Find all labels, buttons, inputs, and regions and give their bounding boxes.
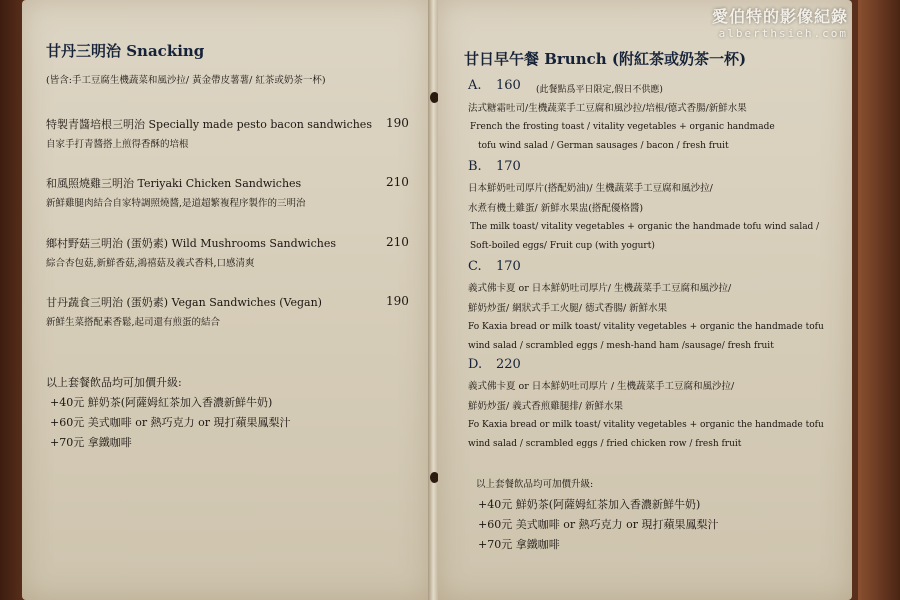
brunch-set-desc-en: wind salad / scrambled eggs / mesh-hand ham /sausage/ fresh fruit xyxy=(468,341,774,351)
brunch-set-price: 170 xyxy=(496,259,521,274)
brunch-set-desc-cn: 日本鮮奶吐司厚片(搭配奶油)/ 生機蔬菜手工豆腐和風沙拉/ xyxy=(468,183,713,194)
brunch-set-letter: C. xyxy=(468,259,482,274)
brunch-set-desc-en: French the frosting toast / vitality vegetables + organic handmade xyxy=(470,122,775,132)
brunch-set-desc-en: tofu wind salad / German sausages / bacon / fresh fruit xyxy=(478,141,729,151)
upgrade-line: +70元 拿鐵咖啡 xyxy=(50,436,132,449)
brunch-set-price: 220 xyxy=(496,357,521,372)
upgrade-line: +40元 鮮奶茶(阿薩姆紅茶加入香濃新鮮牛奶) xyxy=(478,498,701,511)
snacking-item-desc: 自家手打青醬搭上煎得香酥的培根 xyxy=(46,139,189,150)
upgrade-header: 以上套餐飲品均可加價升級: xyxy=(46,376,182,389)
brunch-set-desc-en: Fo Kaxia bread or milk toast/ vitality vegetables + organic the handmade tofu xyxy=(468,322,824,332)
snacking-item-name: 甘丹蔬食三明治 (蛋奶素) Vegan Sandwiches (Vegan) xyxy=(46,296,322,309)
upgrade-header: 以上套餐飲品均可加價升級: xyxy=(476,479,594,490)
brunch-set-note: (此餐點爲平日限定,假日不供應) xyxy=(536,85,663,95)
snacking-item-desc: 綜合杏包菇,新鮮香菇,鴻禧菇及義式香料,口感清爽 xyxy=(46,258,255,269)
snacking-item-price: 210 xyxy=(386,235,409,249)
watermark-url: alberthsieh.com xyxy=(718,27,848,40)
brunch-set-desc-en: Fo Kaxia bread or milk toast/ vitality vegetables + organic the handmade tofu xyxy=(468,420,824,430)
upgrade-line: +70元 拿鐵咖啡 xyxy=(478,538,560,551)
brunch-set-letter: A. xyxy=(468,78,482,93)
snacking-includes-note: (皆含:手工豆腐生機蔬菜和風沙拉/ 黃金帶皮薯薯/ 紅茶或奶茶一杯) xyxy=(46,75,326,86)
snacking-item-name: 鄉村野菇三明治 (蛋奶素) Wild Mushrooms Sandwiches xyxy=(46,237,336,250)
snacking-title: 甘丹三明治 Snacking xyxy=(46,42,205,60)
snacking-item-name: 特製青醬培根三明治 Specially made pesto bacon sandwiches xyxy=(46,118,372,131)
brunch-set-desc-en: The milk toast/ vitality vegetables + organic the handmade tofu wind salad / xyxy=(470,222,820,232)
brunch-set-letter: B. xyxy=(468,159,482,174)
photographer-watermark xyxy=(712,4,848,40)
brunch-set-desc-cn: 法式糖霜吐司/生機蔬菜手工豆腐和風沙拉/培根/德式香腸/新鮮水果 xyxy=(468,103,747,114)
brunch-set-desc-cn: 義式佛卡夏 or 日本鮮奶吐司厚片/ 生機蔬菜手工豆腐和風沙拉/ xyxy=(468,283,732,294)
brunch-set-desc-cn: 鮮奶炒蛋/ 義式香煎雞腿排/ 新鮮水果 xyxy=(468,401,623,412)
menu-right-page xyxy=(438,0,852,600)
snacking-item-desc: 新鮮生菜搭配素香鬆,起司還有煎蛋的結合 xyxy=(46,317,221,328)
upgrade-line: +40元 鮮奶茶(阿薩姆紅茶加入香濃新鮮牛奶) xyxy=(50,396,273,409)
brunch-set-desc-cn: 義式佛卡夏 or 日本鮮奶吐司厚片 / 生機蔬菜手工豆腐和風沙拉/ xyxy=(468,381,735,392)
snacking-item-price: 210 xyxy=(386,175,409,189)
upgrade-line: +60元 美式咖啡 or 熱巧克力 or 現打蘋果鳳梨汁 xyxy=(478,518,719,531)
table-edge-right xyxy=(858,0,900,600)
brunch-set-desc-cn: 水煮有機土雞蛋/ 新鮮水果盅(搭配優格醬) xyxy=(468,203,644,214)
brunch-set-desc-cn: 鮮奶炒蛋/ 網狀式手工火腿/ 德式香腸/ 新鮮水果 xyxy=(468,303,668,314)
brunch-set-desc-en: wind salad / scrambled eggs / fried chicken row / fresh fruit xyxy=(468,439,742,449)
brunch-title: 甘日早午餐 Brunch (附紅茶或奶茶一杯) xyxy=(464,50,747,68)
snacking-item-price: 190 xyxy=(386,116,409,130)
brunch-set-letter: D. xyxy=(468,357,483,372)
upgrade-line: +60元 美式咖啡 or 熱巧克力 or 現打蘋果鳳梨汁 xyxy=(50,416,291,429)
snacking-item-price: 190 xyxy=(386,294,409,308)
snacking-item-desc: 新鮮雞腿肉結合自家特調照燒醬,是道超繁複程序製作的三明治 xyxy=(46,198,306,209)
brunch-set-price: 170 xyxy=(496,159,521,174)
snacking-item-name: 和風照燒雞三明治 Teriyaki Chicken Sandwiches xyxy=(46,177,302,190)
brunch-set-desc-en: Soft-boiled eggs/ Fruit cup (with yogurt) xyxy=(470,241,655,251)
watermark-chinese-text: 愛伯特的影像紀錄 xyxy=(711,7,848,26)
menu-left-page xyxy=(22,0,430,600)
brunch-set-price: 160 xyxy=(496,78,521,93)
